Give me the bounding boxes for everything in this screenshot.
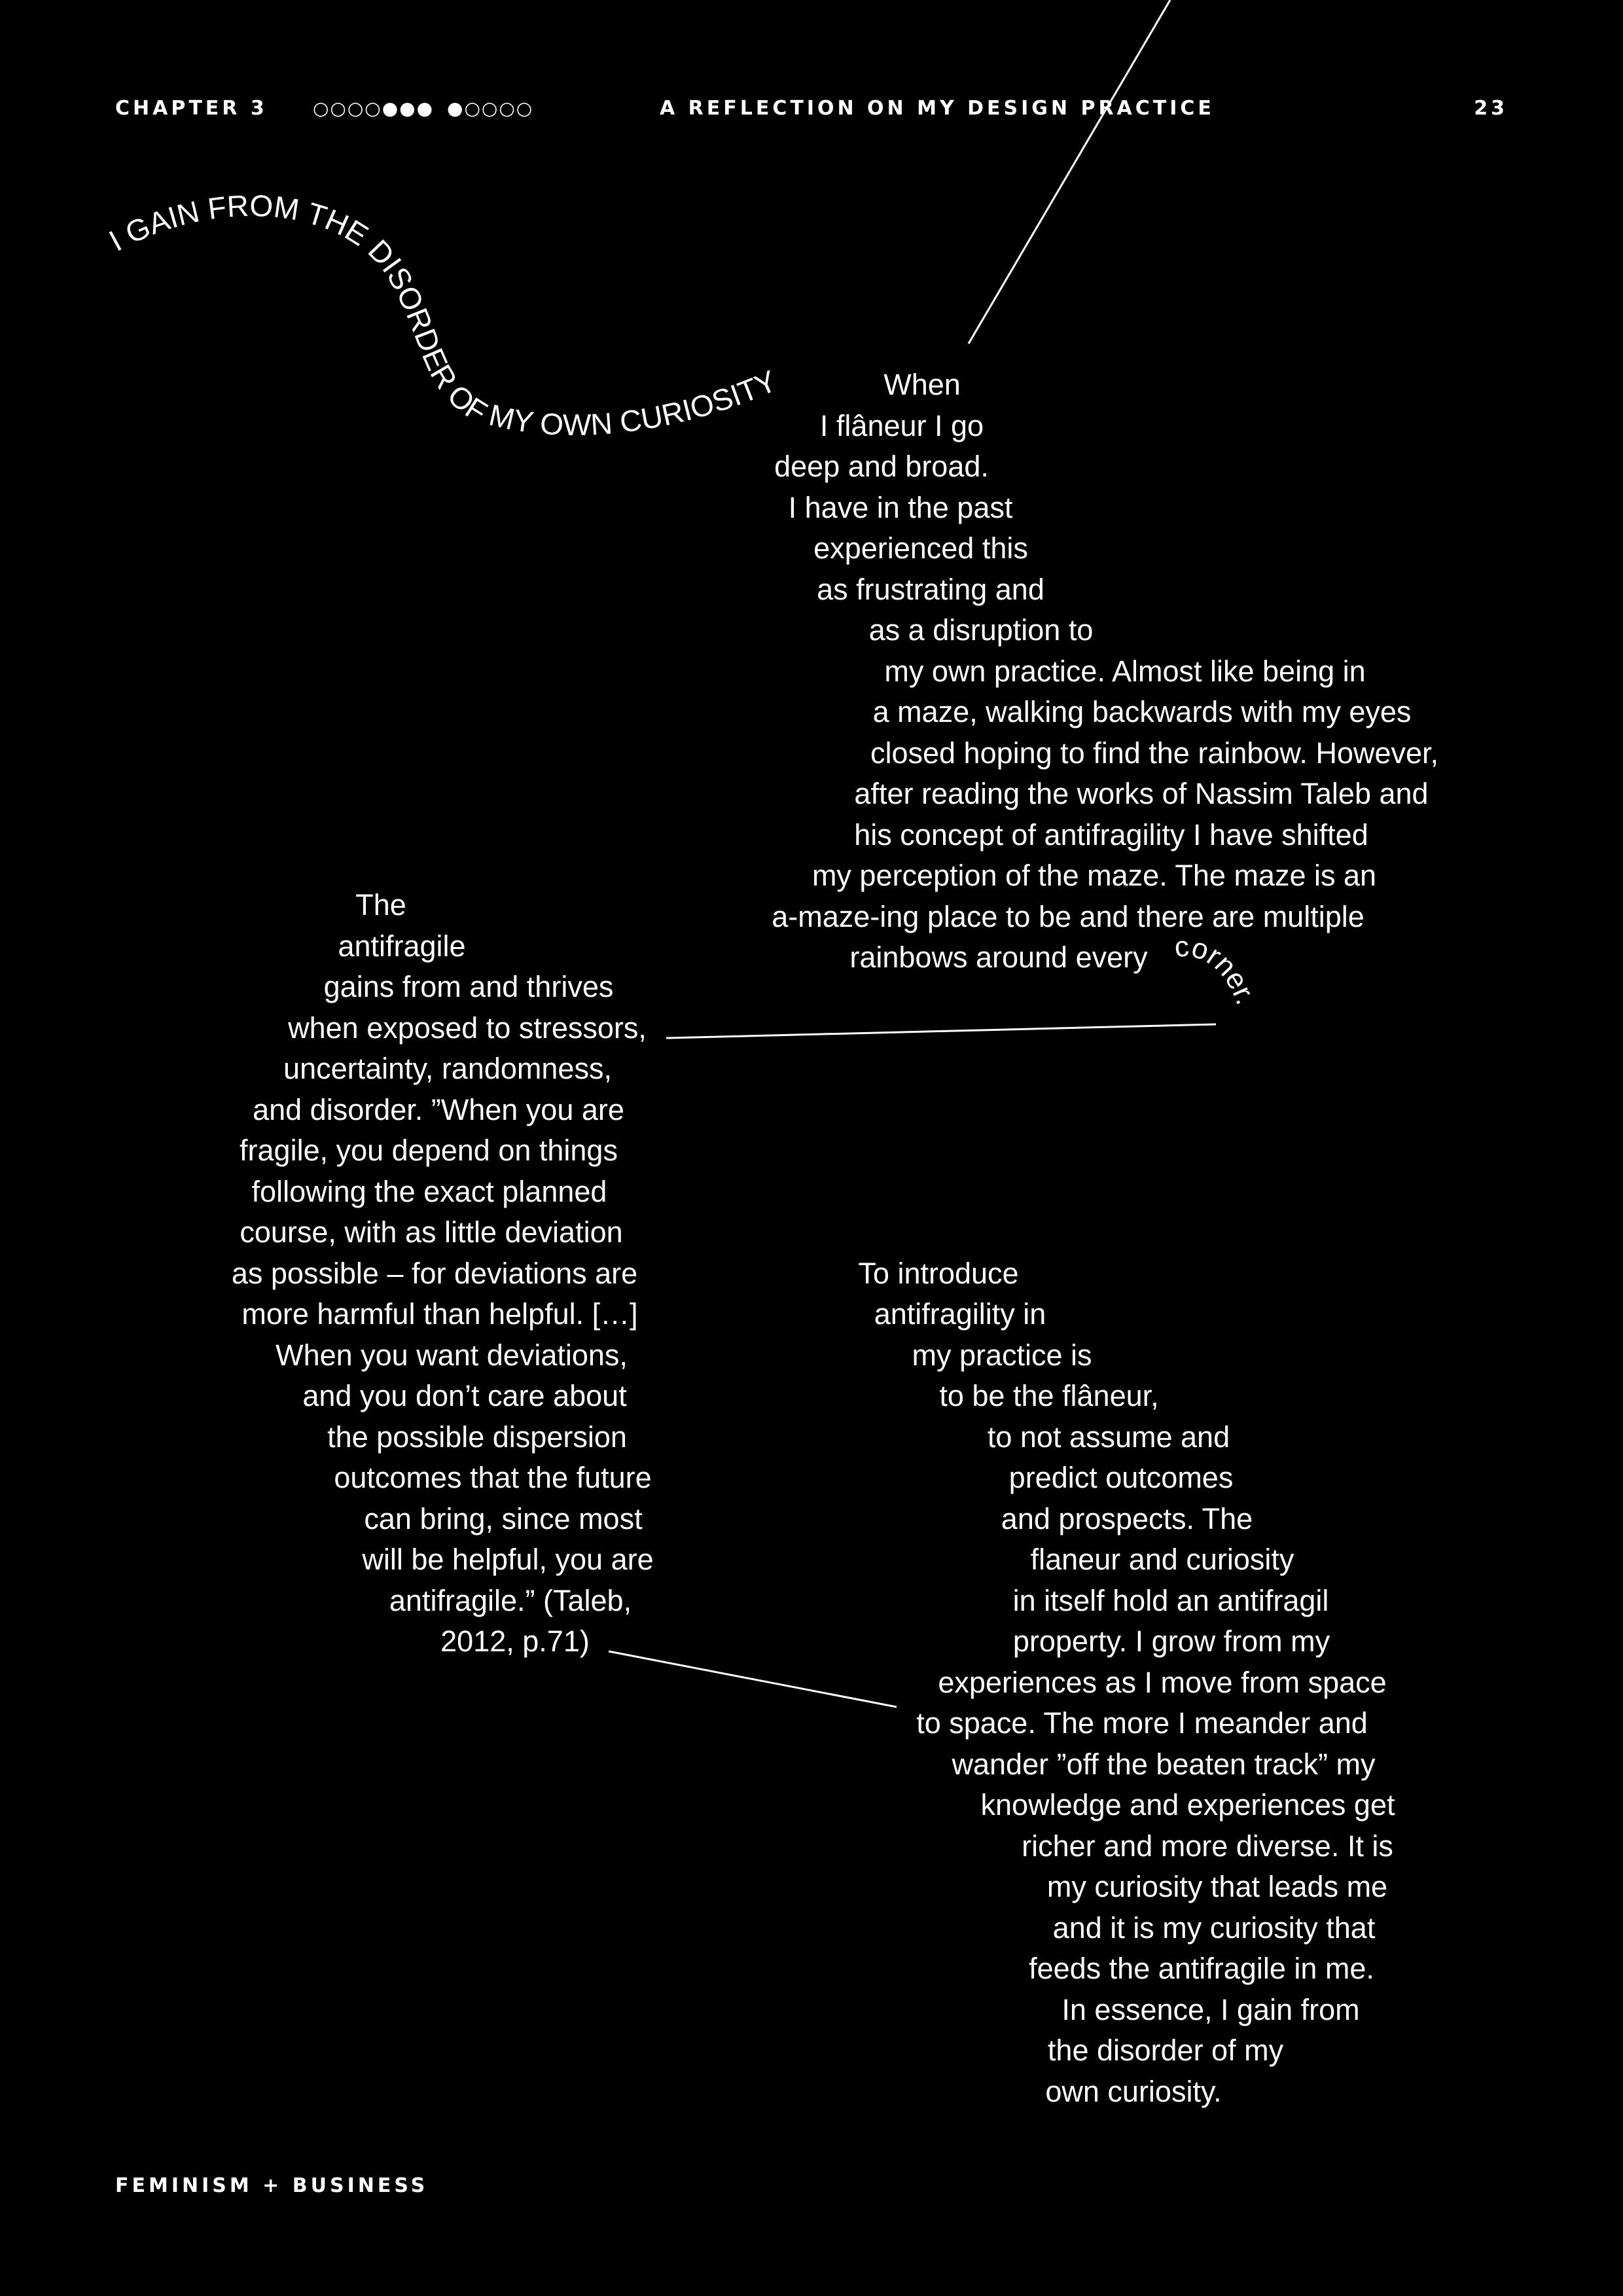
connector-line-middle <box>666 1024 1216 1038</box>
text-line: course, with as little deviation <box>240 1215 623 1249</box>
text-line: antifragile <box>338 929 466 963</box>
text-line: when exposed to stressors, <box>288 1011 647 1045</box>
text-line: To introduce <box>858 1257 1019 1290</box>
running-title: A REFLECTION ON MY DESIGN PRACTICE <box>660 97 1215 120</box>
text-line: my practice is <box>912 1338 1092 1372</box>
text-line: gains from and thrives <box>323 970 614 1003</box>
text-line: a-maze-ing place to be and there are multiple <box>772 900 1364 933</box>
text-line: property. I grow from my <box>1012 1624 1330 1658</box>
text-line: as a disruption to <box>868 613 1094 647</box>
text-line: following the exact planned <box>251 1175 607 1208</box>
text-line: flaneur and curiosity <box>1030 1543 1294 1576</box>
text-line: in itself hold an antifragil <box>1012 1584 1329 1617</box>
text-line: In essence, I gain from <box>1061 1993 1360 2026</box>
text-line: and it is my curiosity that <box>1052 1911 1376 1945</box>
curved-corner-text: corner. <box>1173 930 1262 1009</box>
text-line: his concept of antifragility I have shifted <box>854 818 1368 852</box>
text-line: the possible dispersion <box>327 1420 627 1454</box>
text-line: The <box>355 888 406 922</box>
text-line: knowledge and experiences get <box>980 1788 1395 1821</box>
curved-heading <box>103 188 781 442</box>
chapter-progress-dots <box>313 97 533 120</box>
text-line: predict outcomes <box>1008 1461 1234 1494</box>
text-line: deep and broad. <box>774 450 989 483</box>
page-number: 23 <box>1474 97 1508 120</box>
text-line: and you don’t care about <box>302 1379 627 1412</box>
text-line: own curiosity. <box>1045 2075 1222 2108</box>
text-line: after reading the works of Nassim Taleb and <box>854 777 1429 810</box>
text-line: more harmful than helpful. […] <box>241 1297 638 1331</box>
text-line: uncertainty, randomness, <box>283 1052 612 1085</box>
curved-corner <box>1173 931 1262 1009</box>
text-line: experiences as I move from space <box>938 1666 1387 1699</box>
text-line: I flâneur I go <box>819 409 984 442</box>
text-line: fragile, you depend on things <box>240 1134 618 1167</box>
text-line: as frustrating and <box>817 573 1044 606</box>
text-line: and prospects. The <box>1001 1502 1253 1535</box>
progress-dots-group-1: ○○○○●●● <box>313 98 435 119</box>
connector-line-top <box>969 0 1170 344</box>
text-line: 2012, p.71) <box>440 1624 590 1658</box>
text-line: to not assume and <box>987 1420 1230 1454</box>
chapter-label: CHAPTER 3 <box>115 97 268 120</box>
text-line: experienced this <box>813 531 1028 565</box>
text-line: can bring, since most <box>364 1502 643 1535</box>
curved-heading-text: I GAIN FROM THE DISORDER OF MY OWN CURIOSITY <box>103 188 781 442</box>
text-line: closed hoping to find the rainbow. However, <box>870 736 1439 770</box>
footer-label: FEMINISM + BUSINESS <box>115 2174 429 2197</box>
text-line: When <box>883 368 961 401</box>
text-line: wander ”off the beaten track” my <box>952 1748 1376 1781</box>
text-line: I have in the past <box>788 491 1013 524</box>
progress-dots-group-2: ●○○○○ <box>447 98 534 119</box>
text-line: antifragility in <box>874 1297 1046 1331</box>
text-line: a maze, walking backwards with my eyes <box>872 695 1412 728</box>
text-line: as possible – for deviations are <box>231 1257 638 1290</box>
text-line: my curiosity that leads me <box>1046 1870 1388 1903</box>
text-line: my own practice. Almost like being in <box>884 655 1366 688</box>
text-line: richer and more diverse. It is <box>1022 1829 1393 1863</box>
text-line: and disorder. ”When you are <box>253 1093 624 1126</box>
text-line: antifragile.” (Taleb, <box>389 1584 632 1617</box>
connector-line-bottom <box>609 1651 897 1707</box>
text-line: will be helpful, you are <box>362 1543 654 1576</box>
text-line: outcomes that the future <box>334 1461 652 1494</box>
text-line: to be the flâneur, <box>939 1379 1159 1412</box>
text-line: When you want deviations, <box>276 1338 628 1372</box>
text-line: to space. The more I meander and <box>916 1706 1368 1740</box>
text-line: my perception of the maze. The maze is an <box>812 859 1377 892</box>
text-line: feeds the antifragile in me. <box>1029 1952 1374 1985</box>
text-line: rainbows around every <box>849 941 1148 974</box>
text-line: the disorder of my <box>1047 2034 1284 2067</box>
